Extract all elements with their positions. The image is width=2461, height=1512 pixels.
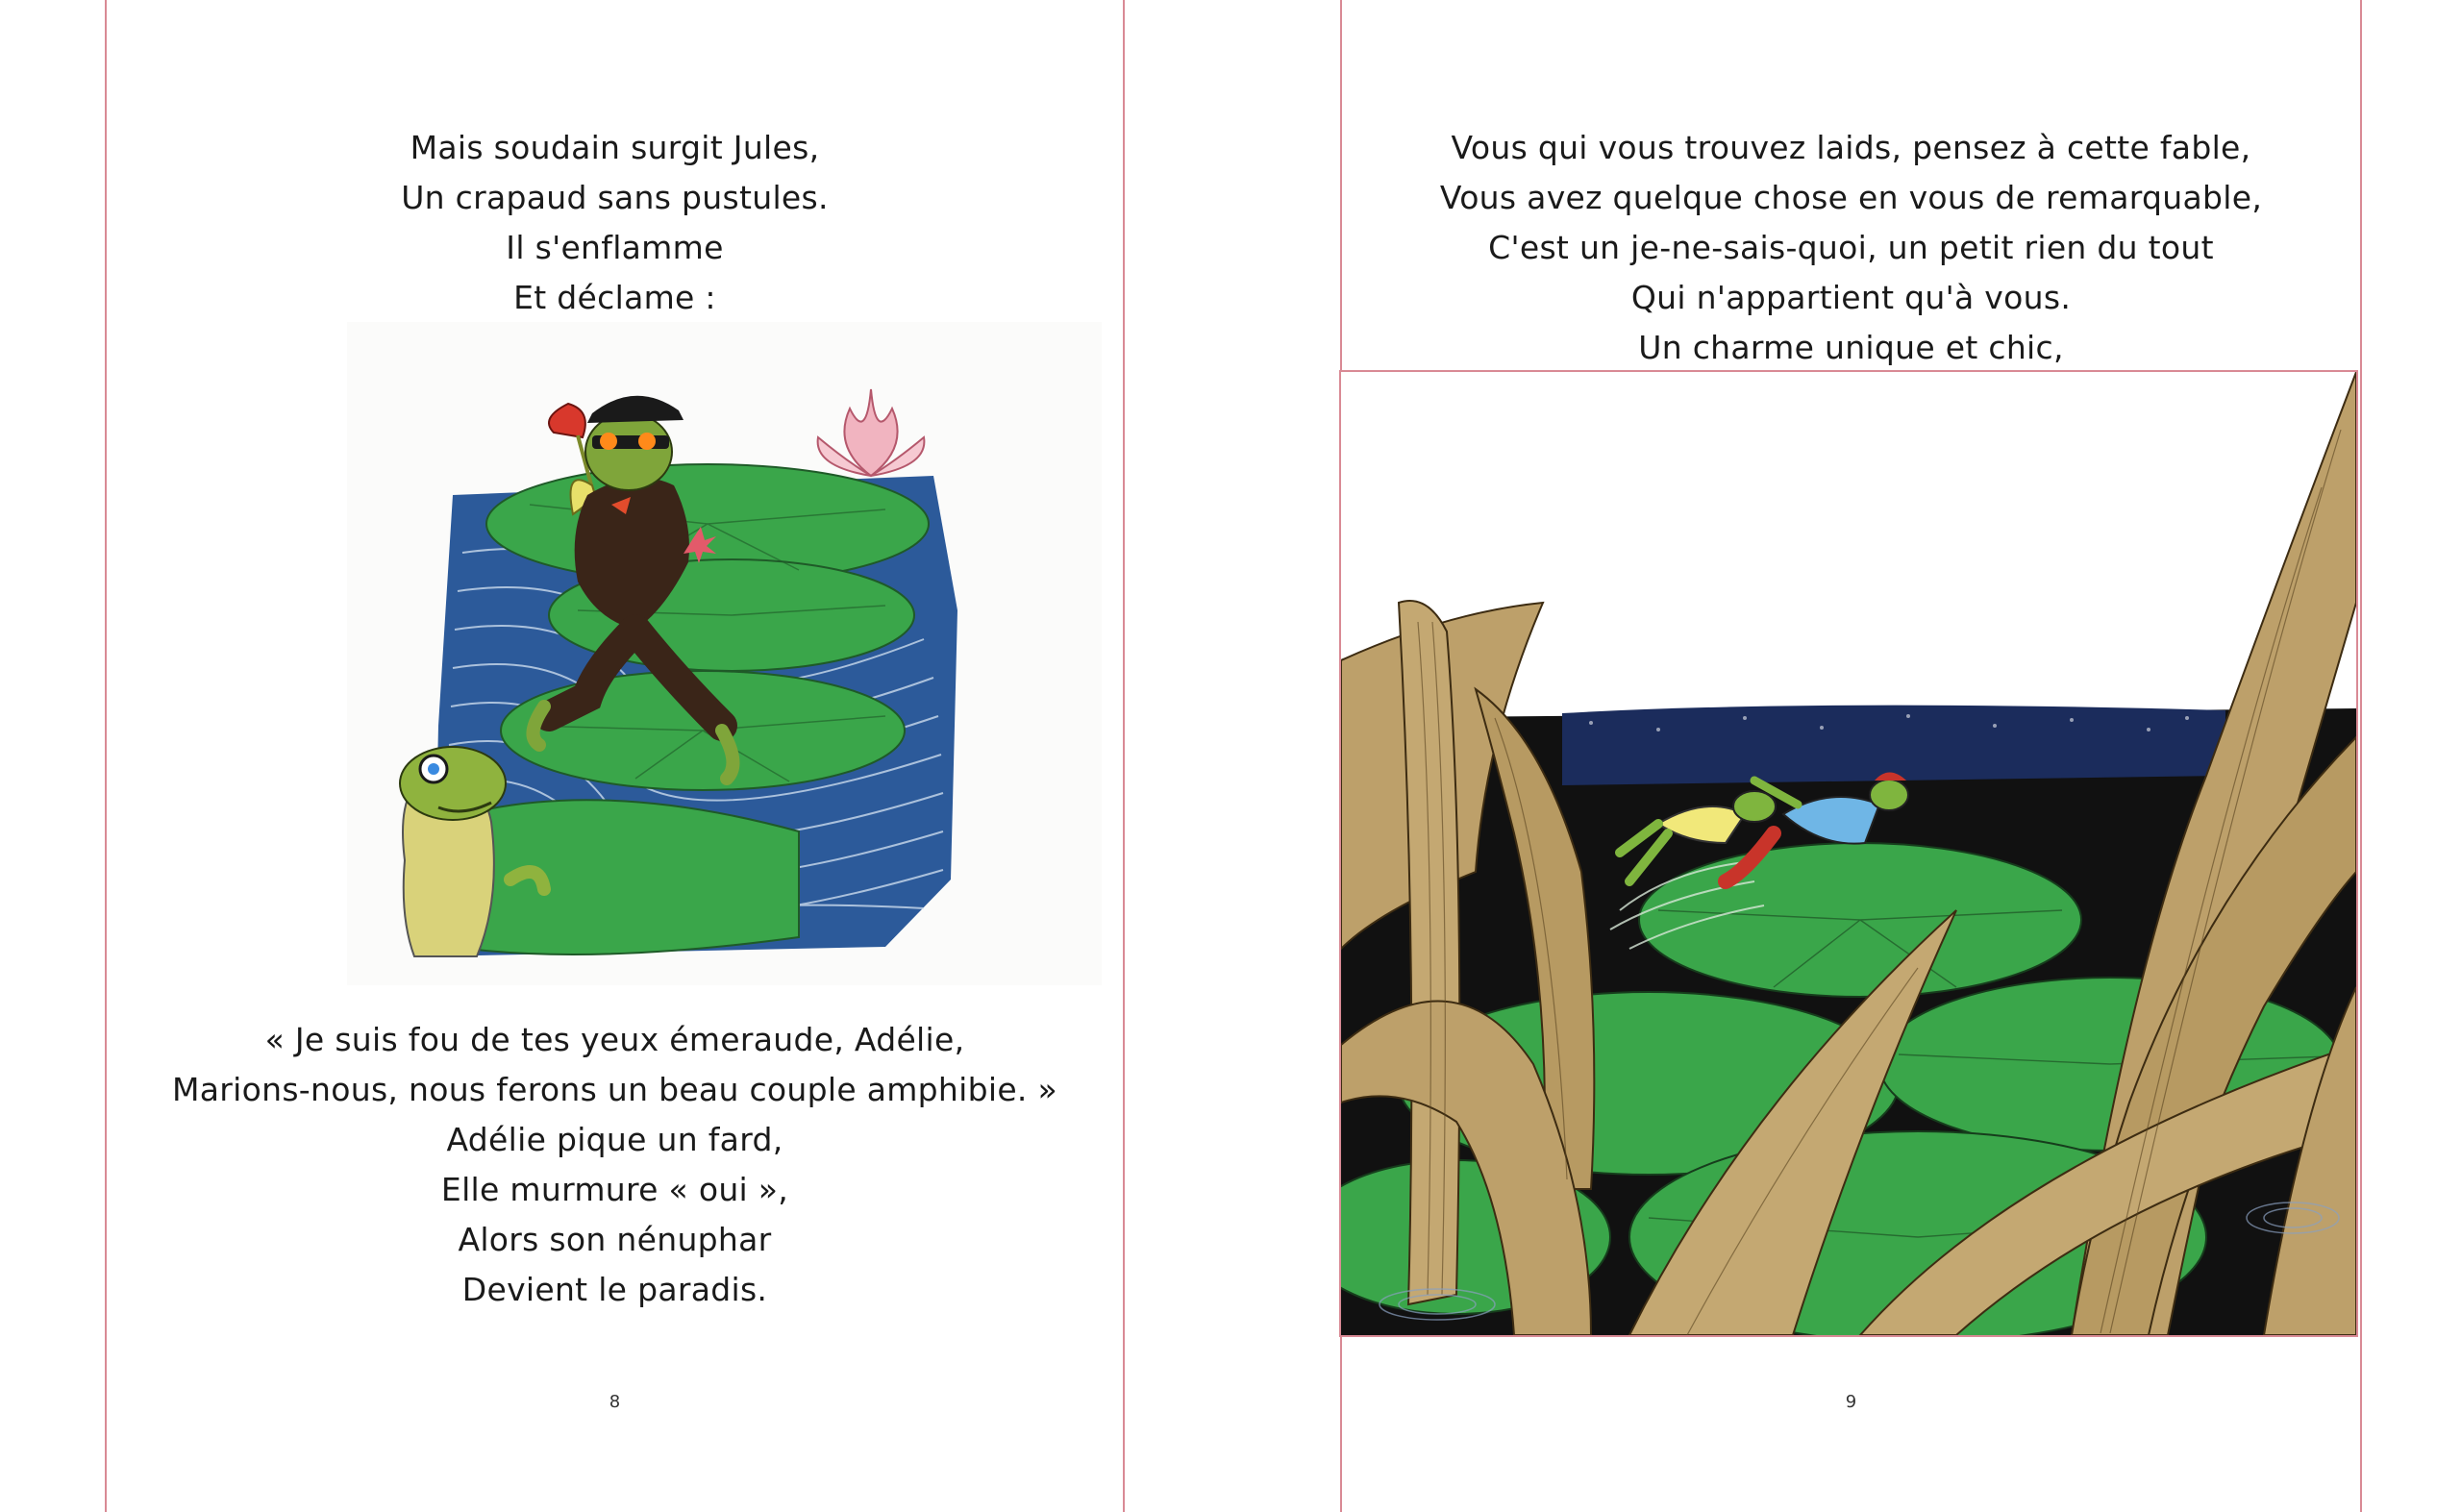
page-number: 9 (1845, 1392, 1857, 1412)
left-inner-margin-rule (1123, 0, 1125, 1512)
verse-line: Vous avez quelque chose en vous de remarquable, (1439, 179, 2263, 216)
verse-stanza-top (107, 123, 1123, 323)
left-page (107, 0, 1123, 1512)
verse-line: Un charme unique et chic, (1638, 329, 2064, 366)
verse-line: Il s'enflamme (506, 229, 724, 266)
verse-line: Alors son nénuphar (458, 1221, 772, 1258)
verse-line: Vous qui vous trouvez laids, pensez à cette fable, (1451, 129, 2251, 166)
right-page (1342, 0, 2360, 1512)
verse-line: Marions-nous, nous ferons un beau couple amphibie. » (171, 1071, 1058, 1108)
right-outer-margin-rule (2360, 0, 2362, 1512)
verse-line: Qui n'appartient qu'à vous. (1630, 279, 2072, 316)
illustration-frog-on-lily-pad (347, 322, 1102, 985)
verse-stanza-bottom (107, 1015, 1123, 1315)
verse-line: « Je suis fou de tes yeux émeraude, Adélie, (264, 1021, 965, 1058)
verse-line: Devient le paradis. (461, 1271, 768, 1308)
verse-line: C'est un je-ne-sais-quoi, un petit rien du tout (1488, 229, 2214, 266)
illustration-reeds-and-frogs (1339, 370, 2358, 1337)
page-number: 8 (609, 1392, 621, 1412)
verse-line: Et déclame : (513, 279, 716, 316)
verse-line: Adélie pique un fard, (446, 1121, 783, 1158)
verse-line: Un crapaud sans pustules. (401, 179, 829, 216)
verse-line: Mais soudain surgit Jules, (410, 129, 820, 166)
verse-line: Elle murmure « oui », (440, 1171, 789, 1208)
